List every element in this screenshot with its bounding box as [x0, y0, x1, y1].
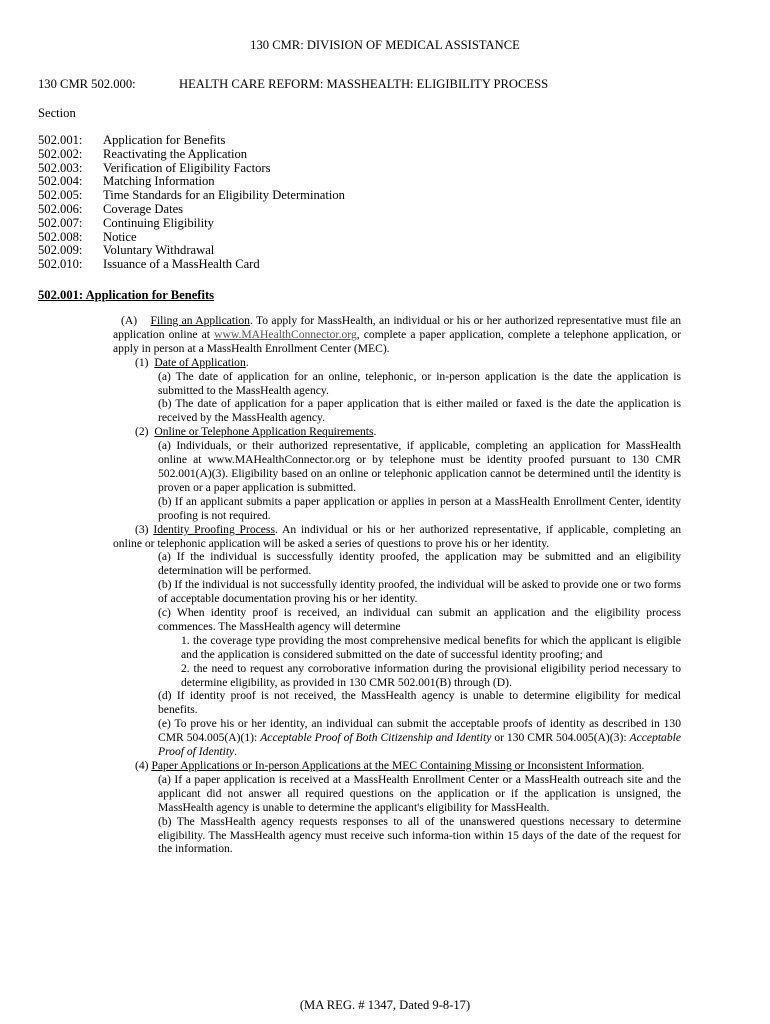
mahealthconnector-link[interactable]: www.MAHealthConnector.org: [214, 327, 357, 341]
section-heading: 502.001: Application for Benefits: [38, 288, 215, 302]
toc-item: 502.010: Issuance of a MassHealth Card: [38, 257, 260, 272]
paragraph-3d: (d) If identity proof is not received, the MassHealth agency is unable to determine eligibility for medical benefits.: [158, 689, 681, 717]
running-header: 130 CMR: DIVISION OF MEDICAL ASSISTANCE: [250, 38, 520, 52]
paragraph-3e: (e) To prove his or her identity, an individual can submit the acceptable proofs of identity as described in 130 CMR 504.005(A)(1): Acceptable Proof of Both Citizenship and Identity or 130 CMR 504.005(A)(3): Acceptable Proof of Identity.: [158, 717, 681, 759]
paragraph-3c: (c) When identity proof is received, an individual can submit an application and the eligibility process commences. The MassHealth agency will determine: [158, 606, 681, 633]
toc-item: 502.004: Matching Information: [38, 174, 215, 189]
toc-item: 502.009: Voluntary Withdrawal: [38, 243, 215, 258]
paragraph-4b: (b) The MassHealth agency requests responses to all of the unanswered questions necessary to determine eligibility. The MassHealth agency must receive such informa-tion within 15 days of the date of the request for the information.: [158, 814, 681, 856]
paragraph-3c-2: 2. the need to request any corroborative information during the provisional eligibility period necessary to determine eligibility, as provided in 130 CMR 502.001(B) through (D).: [181, 661, 681, 689]
paragraph-3c-1: 1. the coverage type providing the most comprehensive medical benefits for which the applicant is eligible and the application is considered submitted on the date of successful identity proofing; and: [181, 633, 681, 661]
toc-item: 502.003: Verification of Eligibility Factors: [38, 160, 271, 175]
toc-item: 502.001: Application for Benefits: [38, 133, 226, 147]
regulation-title-text: HEALTH CARE REFORM: MASSHEALTH: ELIGIBILITY PROCESS: [179, 77, 549, 91]
paragraph-4a: (a) If a paper application is received at a MassHealth Enrollment Center or a MassHealth outreach site and the applicant did not answer all required questions on the application or if the application is unsigned, the MassHealth agency is unable to determine the applicant's eligibility for MassHealth.: [158, 772, 681, 814]
toc-item: 502.005: Time Standards for an Eligibility Determination: [38, 188, 345, 203]
regulation-title: [38, 77, 548, 92]
paragraph-1-heading: (1) Date of Application.: [135, 355, 249, 369]
regulation-code: 130 CMR 502.000:: [38, 77, 136, 91]
paragraph-1b: (b) The date of application for a paper application that is either mailed or faxed is the date the application is received by the MassHealth agency.: [158, 397, 681, 425]
toc-item: 502.002: Reactivating the Application: [38, 146, 248, 161]
section-body: [113, 314, 681, 856]
table-of-contents: [38, 134, 345, 272]
paragraph-2b: (b) If an applicant submits a paper application or applies in person at a MassHealth Enrollment Center, identity proofing is not required.: [158, 494, 681, 522]
paragraph-4-heading: (4) Paper Applications or In-person Applications at the MEC Containing Missing or Inconsistent Information.: [135, 759, 645, 772]
page-footer: (MA REG. # 1347, Dated 9-8-17): [299, 998, 471, 1012]
paragraph-1a: (a) The date of application for an online, telephonic, or in-person application is the date the application is submitted to the MassHealth agency.: [158, 369, 681, 397]
paragraph-2a: (a) Individuals, or their authorized representative, if applicable, completing an application for MassHealth online at www.MAHealthConnector.org or by telephone must be identity proofed pursuant to 130 CMR 502.001(A)(3). Eligibility based on an online or telephonic application cannot be determined until the identity is proven or a paper application is submitted.: [158, 439, 681, 494]
paragraph-a: (A) Filing an Application. To apply for MassHealth, an individual or his or her authorized representative must file an application online at www.MAHealthConnector.org, complete a paper application, complete a telephone application, or apply in person at a MassHealth Enrollment Center (MEC).: [113, 314, 682, 355]
toc-item: 502.006: Coverage Dates: [38, 201, 184, 216]
paragraph-3a: (a) If the individual is successfully identity proofed, the application may be submitted and an eligibility determination will be performed.: [158, 550, 681, 578]
paragraph-2-heading: (2) Online or Telephone Application Requirements.: [135, 425, 377, 439]
section-label: Section: [38, 106, 76, 120]
paragraph-3: (3) Identity Proofing Process. An individual or his or her authorized representative, if applicable, completing an online or telephonic application will be asked a series of questions to prove his or her identity.: [113, 522, 682, 550]
toc-item: 502.008: Notice: [38, 229, 137, 244]
toc-item: 502.007: Continuing Eligibility: [38, 215, 214, 230]
paragraph-3b: (b) If the individual is not successfully identity proofed, the individual will be asked to provide one or two forms of acceptable documentation proving his or her identity.: [158, 578, 681, 606]
